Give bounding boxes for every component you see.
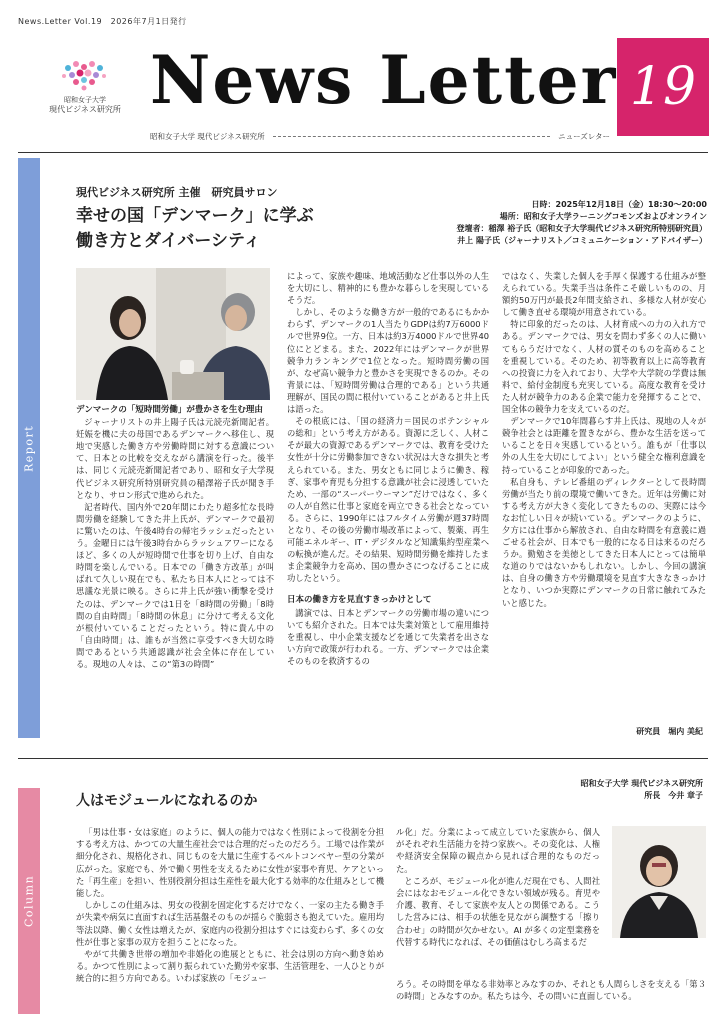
- masthead-subline: [150, 131, 610, 142]
- column-paragraph: ろう。その時間を単なる非効率とみなすのか、それとも人間らしさを支える「第３の時間」とみなすのか。私たちは今、その問いに直面している。: [396, 979, 706, 1002]
- column-section-tab: Column: [18, 788, 40, 1014]
- event-meta: [456, 199, 707, 247]
- event-photo: [76, 268, 270, 400]
- report-author: 研究員 堀内 美紀: [636, 727, 703, 736]
- report-paragraph: ジャーナリストの井上陽子氏は元読売新聞記者。妊娠を機に夫の母国であるデンマークへ移住し、現地で実感した働き方や労働時間に対する意識について、日本との比較を交えながら講演を行った。後半は、同じく元読売新聞記者であり、昭和女子大学現代ビジネス研究所特別研究員の稲澤裕子氏が聞き手となり、サロン形式で進められた。: [76, 417, 274, 500]
- column-text-1: [76, 826, 384, 985]
- logo-caption: [40, 95, 130, 115]
- column-title: 人はモジュールになれるのか: [76, 793, 258, 809]
- portrait-icon: [612, 826, 706, 938]
- report-paragraph: 講演では、日本とデンマークの労働市場の違いについても紹介された。日本では失業対策として雇用維持を重視し、中小企業支援などを通じて失業者を出さない方向で政策が行われる。一方、デンマークでは企業そのものを救済するの: [287, 607, 489, 666]
- report-column-2: [287, 270, 489, 667]
- report-title: [76, 204, 314, 254]
- subline-left: 昭和女子大学 現代ビジネス研究所: [150, 132, 265, 141]
- logo-line-2: 現代ビジネス研究所: [49, 105, 121, 114]
- report-section-tab: Report: [18, 158, 40, 738]
- report-title-line-2: 働き方とダイバーシティ: [76, 231, 261, 251]
- report-paragraph: その根底には、「国の経済力＝国民のポテンシャルの総和」という考え方がある。資源に乏しく、人材こそが最大の資源であるデンマークでは、教育を受けた女性が十分に労働参加できない状況は大きな損失と考えられている。また、男女ともに同じように働き、稼ぎ、家事や育児も分担する意識が社会に浸透していたため、一部の“スーパーウーマン”だけではなく、多くの人が自然に仕事と家庭を両立できる社会となっている。さらに、1990年にはフルタイム労働が週37時間となり、その後の労働市場改革によって、製薬、再生可能エネルギー、IT・デジタルなど知識集約型産業への転換が進んだ。その結果、短時間労働を維持したまま企業競争力を高め、国の豊かさにつなげることに成功したという。: [287, 416, 489, 584]
- institute-logo: [40, 58, 130, 128]
- author-portrait: [612, 826, 706, 938]
- speakers-photo-icon: [76, 268, 270, 400]
- report-paragraph: しかし、そのような働き方が一般的であるにもかかわらず、デンマークの1人当たりGDPは約7万6000ドルで世界9位。一方、日本は約3万4000ドルで世界40位にとどまる。また、2022年にはデンマークが世界競争力ランキングで1位となった。短時間労働の国が、なぜ高い競争力と豊かさを実現できるのか。その背景には、「短時間労働は合理的である」という共通理解が、国民の間に根付いていることがあると井上氏は語った。: [287, 307, 489, 415]
- logo-line-1: 昭和女子大学: [64, 96, 106, 104]
- issue-topline: News.Letter Vol.19 2026年7月1日発行: [18, 17, 187, 26]
- column-text-2: [396, 826, 600, 948]
- column-author-affiliation: 昭和女子大学 現代ビジネス研究所: [580, 779, 703, 788]
- column-text-3: [396, 978, 706, 1002]
- column-paragraph: やがて共働き世帯の増加や非婚化の進展とともに、社会は別の方向へ動き始める。かつて性別によって割り振られていた勤労や家事、生活管理を、一人ひとりが統合的に担う方向である。いわば家族の「モジュー: [76, 949, 384, 984]
- report-paragraph: 私自身も、テレビ番組のディレクターとして長時間労働が当たり前の環境で働いてきた。近年は労働に対する考え方が大きく変化してきたものの、実際には今なお忙しい日々が続いている。デンマークのように、夕方には仕事から解放され、自由な時間を有意義に過ごせる社会が、日本でも一般的になる日は来るのだろうか。勤勉さを美徳としてきた日本人にとっては簡単な道のりではないかもしれない。しかし、今回の講演は、自身の働き方や労働環境を見直す大きなきっかけとなり、いつか実際にデンマークの日常に触れてみたいと感じた。: [502, 476, 706, 608]
- header-divider: [18, 152, 708, 153]
- report-paragraph: 記者時代、国内外で20年間にわたり超多忙な長時間労働を経験してきた井上氏が、デンマークで最初に驚いたのは、午後4時台の帰宅ラッシュだったという。金曜日には午後3時台からラッシュアワーになるほど、多くの人が短時間で仕事を切り上げ、自由な時間を楽しんでいる。日本での「働き方改革」が叫ばれて久しい現在でも、私たち日本人にとっては不思議な光景に映る。さらに井上氏が強い衝撃を受けたのは、デンマークでは1日を「8時間の労働」「8時間の自由時間」「8時間の休息」に分けて考える文化が根付いていることだったという。特に貴ん中の「自由時間」は、誰もが当然に享受すべき大切な時間であるという共通認識が社会全体に存在している。現地の人々は、この“第3の時間”: [76, 501, 274, 669]
- event-date: 日時：2025年12月18日（金）18:30〜20:00: [531, 200, 707, 209]
- issue-number: 19: [617, 38, 709, 136]
- column-author: [580, 778, 703, 802]
- subline-right: ニューズレター: [558, 132, 610, 141]
- report-column-3: [502, 270, 706, 609]
- column-paragraph: ル化」だ。分業によって成立していた家族から、個人がそれぞれ生活能力を持つ家族へ。その変化は、人権や経済安全保障の観点から見れば合理的なものだった。: [396, 827, 600, 874]
- event-speaker-1: 登壇者：稲澤 裕子氏（昭和女子大学現代ビジネス研究所特別研究員）: [456, 224, 707, 233]
- report-paragraph: によって、家族や趣味、地域活動など仕事以外の人生を大切にし、精神的にも豊かな暮らしを実現しているそうだ。: [287, 271, 489, 306]
- report-title-line-1: 幸せの国「デンマーク」に学ぶ: [76, 206, 314, 226]
- event-speaker-2: 井上 陽子氏（ジャーナリスト／コミュニケーション・アドバイザー）: [457, 236, 707, 245]
- column-paragraph: ところが、モジュール化が進んだ現在でも、人間社会にはなおモジュール化できない領域が残る。育児や介護、教育、そして家族や友人との関係である。こうした営みには、相手の状態を見ながら調整する「擦り合わせ」の時間が欠かせない。AI が多くの定型業務を代替する時代になれば、その価値はむしろ高まるだ: [396, 875, 600, 947]
- report-paragraph: ではなく、失業した個人を手厚く保護する仕組みが整えられている。失業手当は条件こそ厳しいものの、月額約50万円が最長2年間支給され、多様な人材が安心して働き直せる環境が用意されている。: [502, 271, 706, 318]
- report-column-1: [76, 404, 274, 670]
- report-subheading-2: 日本の働き方を見直すきっかけとして: [287, 595, 432, 606]
- report-paragraph: 特に印象的だったのは、人材育成への力の入れ方である。デンマークでは、男女を問わず多くの人に働いてもらうだけでなく、人材の質そのものを高めることを重視している。そのため、初等教育以上に高等教育への投資に力を入れており、大学や大学院の学費は無料で、給付金制度も充実している。高度な教育を受けた人材が競争力のある企業で能力を発揮することで、国全体の競争力を支えているのだ。: [502, 319, 706, 415]
- column-paragraph: しかしこの仕組みは、男女の役割を固定化するだけでなく、一家の主たる働き手が失業や病気に直面すれば生活基盤そのものが揺らぐ脆弱さも抱えていた。雇用均等法以降、働く女性は増えたが、家庭内の役割分担はすぐには変わらず、多くの女性が仕事と家事の双方を担うことになった。: [76, 900, 384, 947]
- logo-icon: [40, 58, 130, 98]
- section-divider: [18, 758, 708, 759]
- masthead-title: News Letter: [150, 41, 618, 119]
- column-paragraph: 「男は仕事・女は家庭」のように、個人の能力ではなく性別によって役割を分担する考え方は、かつての大量生産社会では合理的だったのだろう。工場では作業が細分化され、規格化され、同じものを大量に生産するベルトコンベヤー型の分業が広がった。家庭でも、外で働く男性を支えるために女性が家事や育児、ケアといった「再生産」を担い、性別役割分担は生産性を最大化する効率的な仕組みとして機能した。: [76, 827, 384, 899]
- report-kicker: 現代ビジネス研究所 主催 研究員サロン: [76, 186, 278, 199]
- subline-divider: [273, 136, 551, 137]
- column-author-name: 所長 今井 章子: [644, 791, 703, 800]
- report-paragraph: デンマークで10年間暮らす井上氏は、現地の人々が競争社会とは距離を置きながら、豊かな生活を送っていることを日々実感しているという。誰もが「仕事以外の人生を大切にしてよい」という健全な権利意識を持っていることが印象的であった。: [502, 416, 706, 475]
- event-venue: 場所：昭和女子大学ラーニングコモンズおよびオンライン: [499, 212, 707, 221]
- report-subheading-1: デンマークの「短時間労働」が豊かさを生む理由: [76, 405, 263, 415]
